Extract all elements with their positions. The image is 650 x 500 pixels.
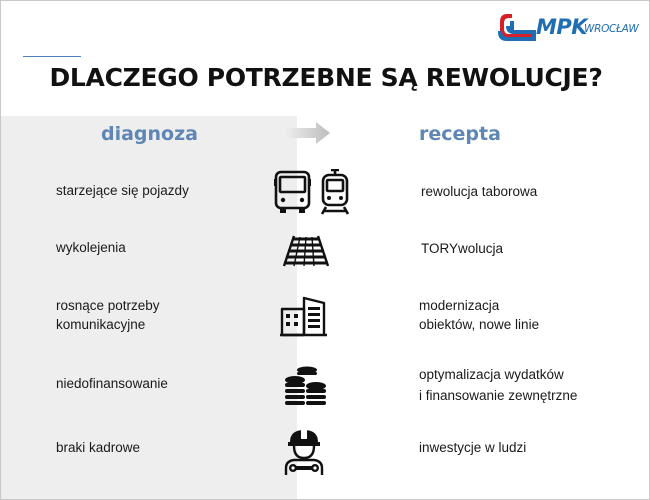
diagnosis-item-3: rosnące potrzeby komunikacyjne (56, 298, 160, 332)
recipe-item-1: rewolucja taborowa (421, 184, 538, 199)
logo-brand: MPK (536, 15, 588, 39)
worker-icon (284, 428, 324, 476)
buildings-icon (280, 295, 328, 337)
logo-city: WROCŁAW (584, 23, 639, 35)
accent-line (23, 56, 81, 57)
recipe-item-3: modernizacja obiektów, nowe linie (419, 298, 540, 332)
recipe-item-5: inwestycje w ludzi (419, 440, 527, 455)
diagnosis-item-1: starzejące się pojazdy (56, 183, 189, 198)
mpk-wroclaw-logo (498, 11, 646, 45)
recipe-item-4: optymalizacja wydatków i finansowanie zewnętrzne (419, 367, 578, 403)
diagnosis-item-5: braki kadrowe (56, 440, 141, 455)
coins-icon (282, 366, 328, 406)
diagnosis-heading: diagnoza (101, 123, 198, 145)
diagnosis-item-2: wykolejenia (56, 240, 126, 255)
slide-title: DLACZEGO POTRZEBNE SĄ REWOLUCJE? (49, 63, 603, 92)
recipe-heading: recepta (419, 123, 501, 145)
mpk-swoosh-icon (498, 11, 538, 45)
rail-track-icon (280, 235, 332, 267)
diagnosis-item-4: niedofinansowanie (56, 376, 168, 391)
recipe-item-2: TORYwolucja (421, 241, 504, 256)
arrow-right-icon (282, 122, 332, 144)
bus-tram-icon (273, 169, 357, 215)
